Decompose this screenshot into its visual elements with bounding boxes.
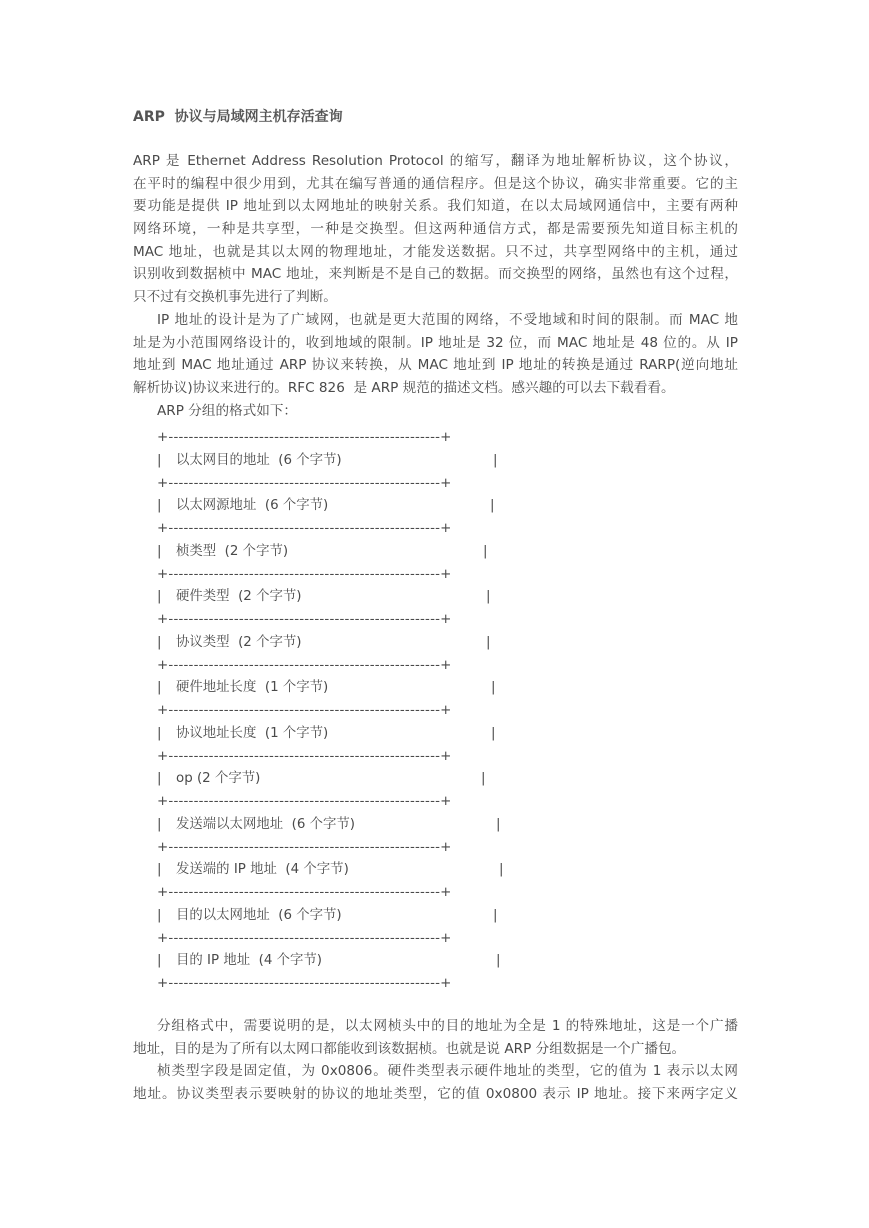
table-field: 以太网目的地址 (6 个字节) [176,452,342,468]
table-border: +------------------------------------------------------+ [157,475,452,491]
table-border: +------------------------------------------------------+ [157,976,452,991]
table-field: 协议地址长度 (1 个字节) [176,725,329,741]
table-bar: | [493,907,498,923]
table-bar: | [157,953,162,969]
table-bar: | [486,634,491,650]
table-bar: | [157,589,162,605]
table-bar: | [483,543,488,559]
table-field: 发送端以太网地址 (6 个字节) [176,816,356,832]
table-border: +------------------------------------------------------+ [157,566,452,582]
text-line: 址是为小范围网络设计的，收到地域的限制。IP 地址是 32 位，而 MAC 地址是 48 位的。从 IP [133,334,738,351]
table-bar: | [481,771,486,787]
text-line: 地址。协议类型表示要映射的协议的地址类型，它的值 0x0800 表示 IP 地址。接下来两字定义 [133,1086,738,1103]
table-row [157,723,496,746]
table-border: +------------------------------------------------------+ [157,839,452,855]
table-row [157,450,498,473]
table-field: 目的 IP 地址 (4 个字节) [176,953,323,969]
table-row [157,905,498,928]
text-line: 识别收到数据桢中 MAC 地址，来判断是不是自己的数据。而交换型的网络，虽然也有这个过程， [133,266,738,283]
text-line: ARP 分组的格式如下： [157,402,298,419]
text-line: 地址，目的是为了所有以太网口都能收到该数据桢。也就是说 ARP 分组数据是一个广播包。 [133,1040,686,1057]
table-bar: | [157,634,162,650]
table-bar: | [499,862,504,878]
table-border: +------------------------------------------------------+ [157,612,452,627]
table-field: 以太网源地址 (6 个字节) [176,498,329,514]
table-border: +------------------------------------------------------+ [157,885,452,900]
text-line: 要功能是提供 IP 地址到以太网地址的映射关系。我们知道，在以太局域网通信中，主要有两种 [133,198,738,215]
table-bar: | [157,452,162,468]
table-bar: | [157,543,162,559]
table-border: +------------------------------------------------------+ [157,657,452,673]
table-bar: | [491,680,496,696]
table-bar: | [490,498,495,514]
table-border: +------------------------------------------------------+ [157,794,452,809]
text-line: MAC 地址，也就是其以太网的物理地址，才能发送数据。只不过，共享型网络中的主机，通过 [133,243,738,260]
text-line: 在平时的编程中很少用到，尤其在编写普通的通信程序。但是这个协议，确实非常重要。它的主 [133,175,738,192]
page-title: ARP 协议与局域网主机存活查询 [133,109,343,125]
text-line: IP 地址的设计是为了广域网，也就是更大范围的网络，不受地域和时间的限制。而 MAC 地 [157,311,738,328]
table-bar: | [496,953,501,969]
table-bar: | [157,498,162,514]
arp-packet-format-table [157,427,504,996]
table-field: 硬件地址长度 (1 个字节) [176,680,329,696]
table-row [157,495,495,518]
table-field: 桢类型 (2 个字节) [176,543,289,559]
text-line: ARP 是 Ethernet Address Resolution Protocol 的缩写，翻译为地址解析协议，这个协议， [133,153,738,169]
table-bar: | [157,680,162,696]
intro-paragraphs [133,150,738,422]
text-line: 桢类型字段是固定值，为 0x0806。硬件类型表示硬件地址的类型，它的值为 1 表示以太网 [157,1063,738,1080]
text-line: 网络环境，一种是共享型，一种是交换型。但这两种通信方式，都是需要预先知道目标主机的 [133,221,738,238]
table-row [157,541,488,564]
table-border: +------------------------------------------------------+ [157,930,452,946]
table-border: +------------------------------------------------------+ [157,521,452,536]
table-row [157,768,486,791]
table-field: 发送端的 IP 地址 (4 个字节) [176,862,349,878]
outro-paragraphs [133,1015,738,1106]
table-bar: | [157,725,162,741]
table-bar: | [157,816,162,832]
table-bar: | [157,907,162,923]
table-bar: | [157,862,162,878]
table-row [157,632,491,655]
text-line: 只不过有交换机事先进行了判断。 [133,289,337,306]
table-border: +------------------------------------------------------+ [157,430,452,445]
text-line: 地址到 MAC 地址通过 ARP 协议来转换，从 MAC 地址到 IP 地址的转换是通过 RARP(逆向地址 [133,357,738,374]
table-row [157,814,501,837]
table-row [157,859,504,882]
table-border: +------------------------------------------------------+ [157,748,452,764]
table-bar: | [491,725,496,741]
table-bar: | [486,589,491,605]
table-bar: | [157,771,162,787]
text-line: 分组格式中，需要说明的是，以太网桢头中的目的地址为全是 1 的特殊地址，这是一个广播 [157,1018,738,1034]
table-bar: | [493,452,498,468]
table-bar: | [496,816,501,832]
table-row [157,677,496,700]
table-row [157,586,491,609]
table-field: 协议类型 (2 个字节) [176,634,302,650]
text-line: 解析协议)协议来进行的。RFC 826 是 ARP 规范的描述文档。感兴趣的可以去下载看看。 [133,379,675,396]
table-field: 硬件类型 (2 个字节) [176,589,302,605]
table-row [157,950,501,973]
table-border: +------------------------------------------------------+ [157,703,452,718]
table-field: op (2 个字节) [176,771,261,787]
table-field: 目的以太网地址 (6 个字节) [176,907,342,923]
